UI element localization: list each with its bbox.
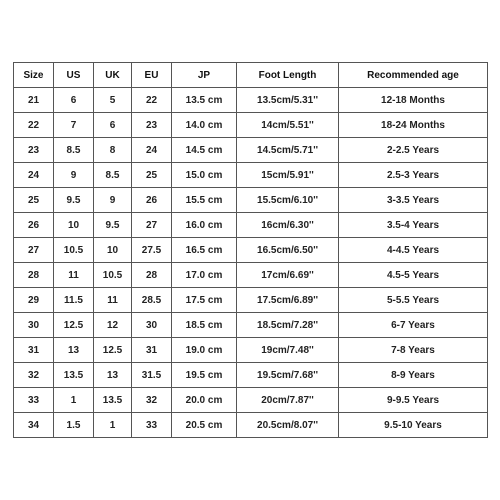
cell-jp: 19.5 cm <box>172 363 237 388</box>
cell-foot-length: 14cm/5.51'' <box>237 113 339 138</box>
table-row <box>14 188 488 213</box>
table-row <box>14 138 488 163</box>
cell-eu: 24 <box>132 138 172 163</box>
cell-jp: 13.5 cm <box>172 88 237 113</box>
cell-eu: 28.5 <box>132 288 172 313</box>
cell-uk: 12 <box>94 313 132 338</box>
cell-recommended-age: 2.5-3 Years <box>339 163 488 188</box>
table-row <box>14 163 488 188</box>
table-row <box>14 288 488 313</box>
cell-jp: 15.5 cm <box>172 188 237 213</box>
cell-foot-length: 15cm/5.91'' <box>237 163 339 188</box>
cell-foot-length: 19.5cm/7.68'' <box>237 363 339 388</box>
cell-us: 8.5 <box>54 138 94 163</box>
cell-foot-length: 15.5cm/6.10'' <box>237 188 339 213</box>
cell-jp: 14.0 cm <box>172 113 237 138</box>
cell-recommended-age: 9.5-10 Years <box>339 413 488 438</box>
cell-recommended-age: 8-9 Years <box>339 363 488 388</box>
cell-size: 31 <box>14 338 54 363</box>
cell-uk: 11 <box>94 288 132 313</box>
table-body <box>14 88 488 438</box>
cell-eu: 31.5 <box>132 363 172 388</box>
cell-uk: 12.5 <box>94 338 132 363</box>
cell-foot-length: 14.5cm/5.71'' <box>237 138 339 163</box>
cell-foot-length: 17.5cm/6.89'' <box>237 288 339 313</box>
cell-us: 11.5 <box>54 288 94 313</box>
cell-recommended-age: 18-24 Months <box>339 113 488 138</box>
cell-uk: 13.5 <box>94 388 132 413</box>
cell-eu: 31 <box>132 338 172 363</box>
cell-us: 6 <box>54 88 94 113</box>
cell-eu: 26 <box>132 188 172 213</box>
cell-size: 32 <box>14 363 54 388</box>
header-uk: UK <box>94 63 132 88</box>
cell-recommended-age: 3.5-4 Years <box>339 213 488 238</box>
cell-foot-length: 18.5cm/7.28'' <box>237 313 339 338</box>
cell-recommended-age: 4.5-5 Years <box>339 263 488 288</box>
header-recommended-age: Recommended age <box>339 63 488 88</box>
cell-uk: 5 <box>94 88 132 113</box>
cell-us: 9.5 <box>54 188 94 213</box>
table-row <box>14 263 488 288</box>
cell-recommended-age: 5-5.5 Years <box>339 288 488 313</box>
cell-jp: 16.0 cm <box>172 213 237 238</box>
cell-jp: 17.5 cm <box>172 288 237 313</box>
table-row <box>14 363 488 388</box>
cell-uk: 13 <box>94 363 132 388</box>
cell-recommended-age: 12-18 Months <box>339 88 488 113</box>
header-eu: EU <box>132 63 172 88</box>
cell-jp: 16.5 cm <box>172 238 237 263</box>
header-size: Size <box>14 63 54 88</box>
cell-recommended-age: 2-2.5 Years <box>339 138 488 163</box>
table-row <box>14 238 488 263</box>
cell-eu: 32 <box>132 388 172 413</box>
cell-recommended-age: 7-8 Years <box>339 338 488 363</box>
cell-uk: 8 <box>94 138 132 163</box>
cell-recommended-age: 9-9.5 Years <box>339 388 488 413</box>
cell-jp: 15.0 cm <box>172 163 237 188</box>
cell-size: 23 <box>14 138 54 163</box>
cell-foot-length: 16.5cm/6.50'' <box>237 238 339 263</box>
cell-us: 10.5 <box>54 238 94 263</box>
cell-jp: 20.5 cm <box>172 413 237 438</box>
cell-us: 1 <box>54 388 94 413</box>
cell-uk: 10 <box>94 238 132 263</box>
cell-size: 26 <box>14 213 54 238</box>
table-row <box>14 113 488 138</box>
header-us: US <box>54 63 94 88</box>
table-header-row <box>14 63 488 88</box>
cell-uk: 9.5 <box>94 213 132 238</box>
cell-jp: 18.5 cm <box>172 313 237 338</box>
cell-foot-length: 20cm/7.87'' <box>237 388 339 413</box>
table-row <box>14 313 488 338</box>
table-row <box>14 413 488 438</box>
table-row <box>14 388 488 413</box>
cell-recommended-age: 3-3.5 Years <box>339 188 488 213</box>
cell-recommended-age: 6-7 Years <box>339 313 488 338</box>
cell-us: 10 <box>54 213 94 238</box>
cell-size: 22 <box>14 113 54 138</box>
cell-eu: 27 <box>132 213 172 238</box>
cell-size: 27 <box>14 238 54 263</box>
cell-size: 21 <box>14 88 54 113</box>
header-foot-length: Foot Length <box>237 63 339 88</box>
cell-eu: 28 <box>132 263 172 288</box>
cell-eu: 22 <box>132 88 172 113</box>
cell-foot-length: 20.5cm/8.07'' <box>237 413 339 438</box>
cell-eu: 33 <box>132 413 172 438</box>
cell-us: 11 <box>54 263 94 288</box>
cell-size: 28 <box>14 263 54 288</box>
cell-uk: 6 <box>94 113 132 138</box>
cell-us: 13.5 <box>54 363 94 388</box>
cell-eu: 30 <box>132 313 172 338</box>
size-chart-table <box>13 62 488 438</box>
table-row <box>14 338 488 363</box>
cell-uk: 9 <box>94 188 132 213</box>
cell-size: 34 <box>14 413 54 438</box>
cell-jp: 14.5 cm <box>172 138 237 163</box>
cell-us: 13 <box>54 338 94 363</box>
cell-us: 9 <box>54 163 94 188</box>
cell-uk: 10.5 <box>94 263 132 288</box>
cell-us: 7 <box>54 113 94 138</box>
cell-size: 33 <box>14 388 54 413</box>
cell-size: 29 <box>14 288 54 313</box>
cell-us: 12.5 <box>54 313 94 338</box>
cell-eu: 23 <box>132 113 172 138</box>
header-jp: JP <box>172 63 237 88</box>
table-row <box>14 213 488 238</box>
cell-foot-length: 16cm/6.30'' <box>237 213 339 238</box>
cell-foot-length: 13.5cm/5.31'' <box>237 88 339 113</box>
cell-jp: 20.0 cm <box>172 388 237 413</box>
cell-uk: 1 <box>94 413 132 438</box>
table-row <box>14 88 488 113</box>
cell-foot-length: 17cm/6.69'' <box>237 263 339 288</box>
cell-us: 1.5 <box>54 413 94 438</box>
cell-uk: 8.5 <box>94 163 132 188</box>
cell-jp: 17.0 cm <box>172 263 237 288</box>
cell-size: 25 <box>14 188 54 213</box>
cell-recommended-age: 4-4.5 Years <box>339 238 488 263</box>
cell-eu: 27.5 <box>132 238 172 263</box>
cell-jp: 19.0 cm <box>172 338 237 363</box>
cell-size: 24 <box>14 163 54 188</box>
cell-foot-length: 19cm/7.48'' <box>237 338 339 363</box>
cell-size: 30 <box>14 313 54 338</box>
cell-eu: 25 <box>132 163 172 188</box>
